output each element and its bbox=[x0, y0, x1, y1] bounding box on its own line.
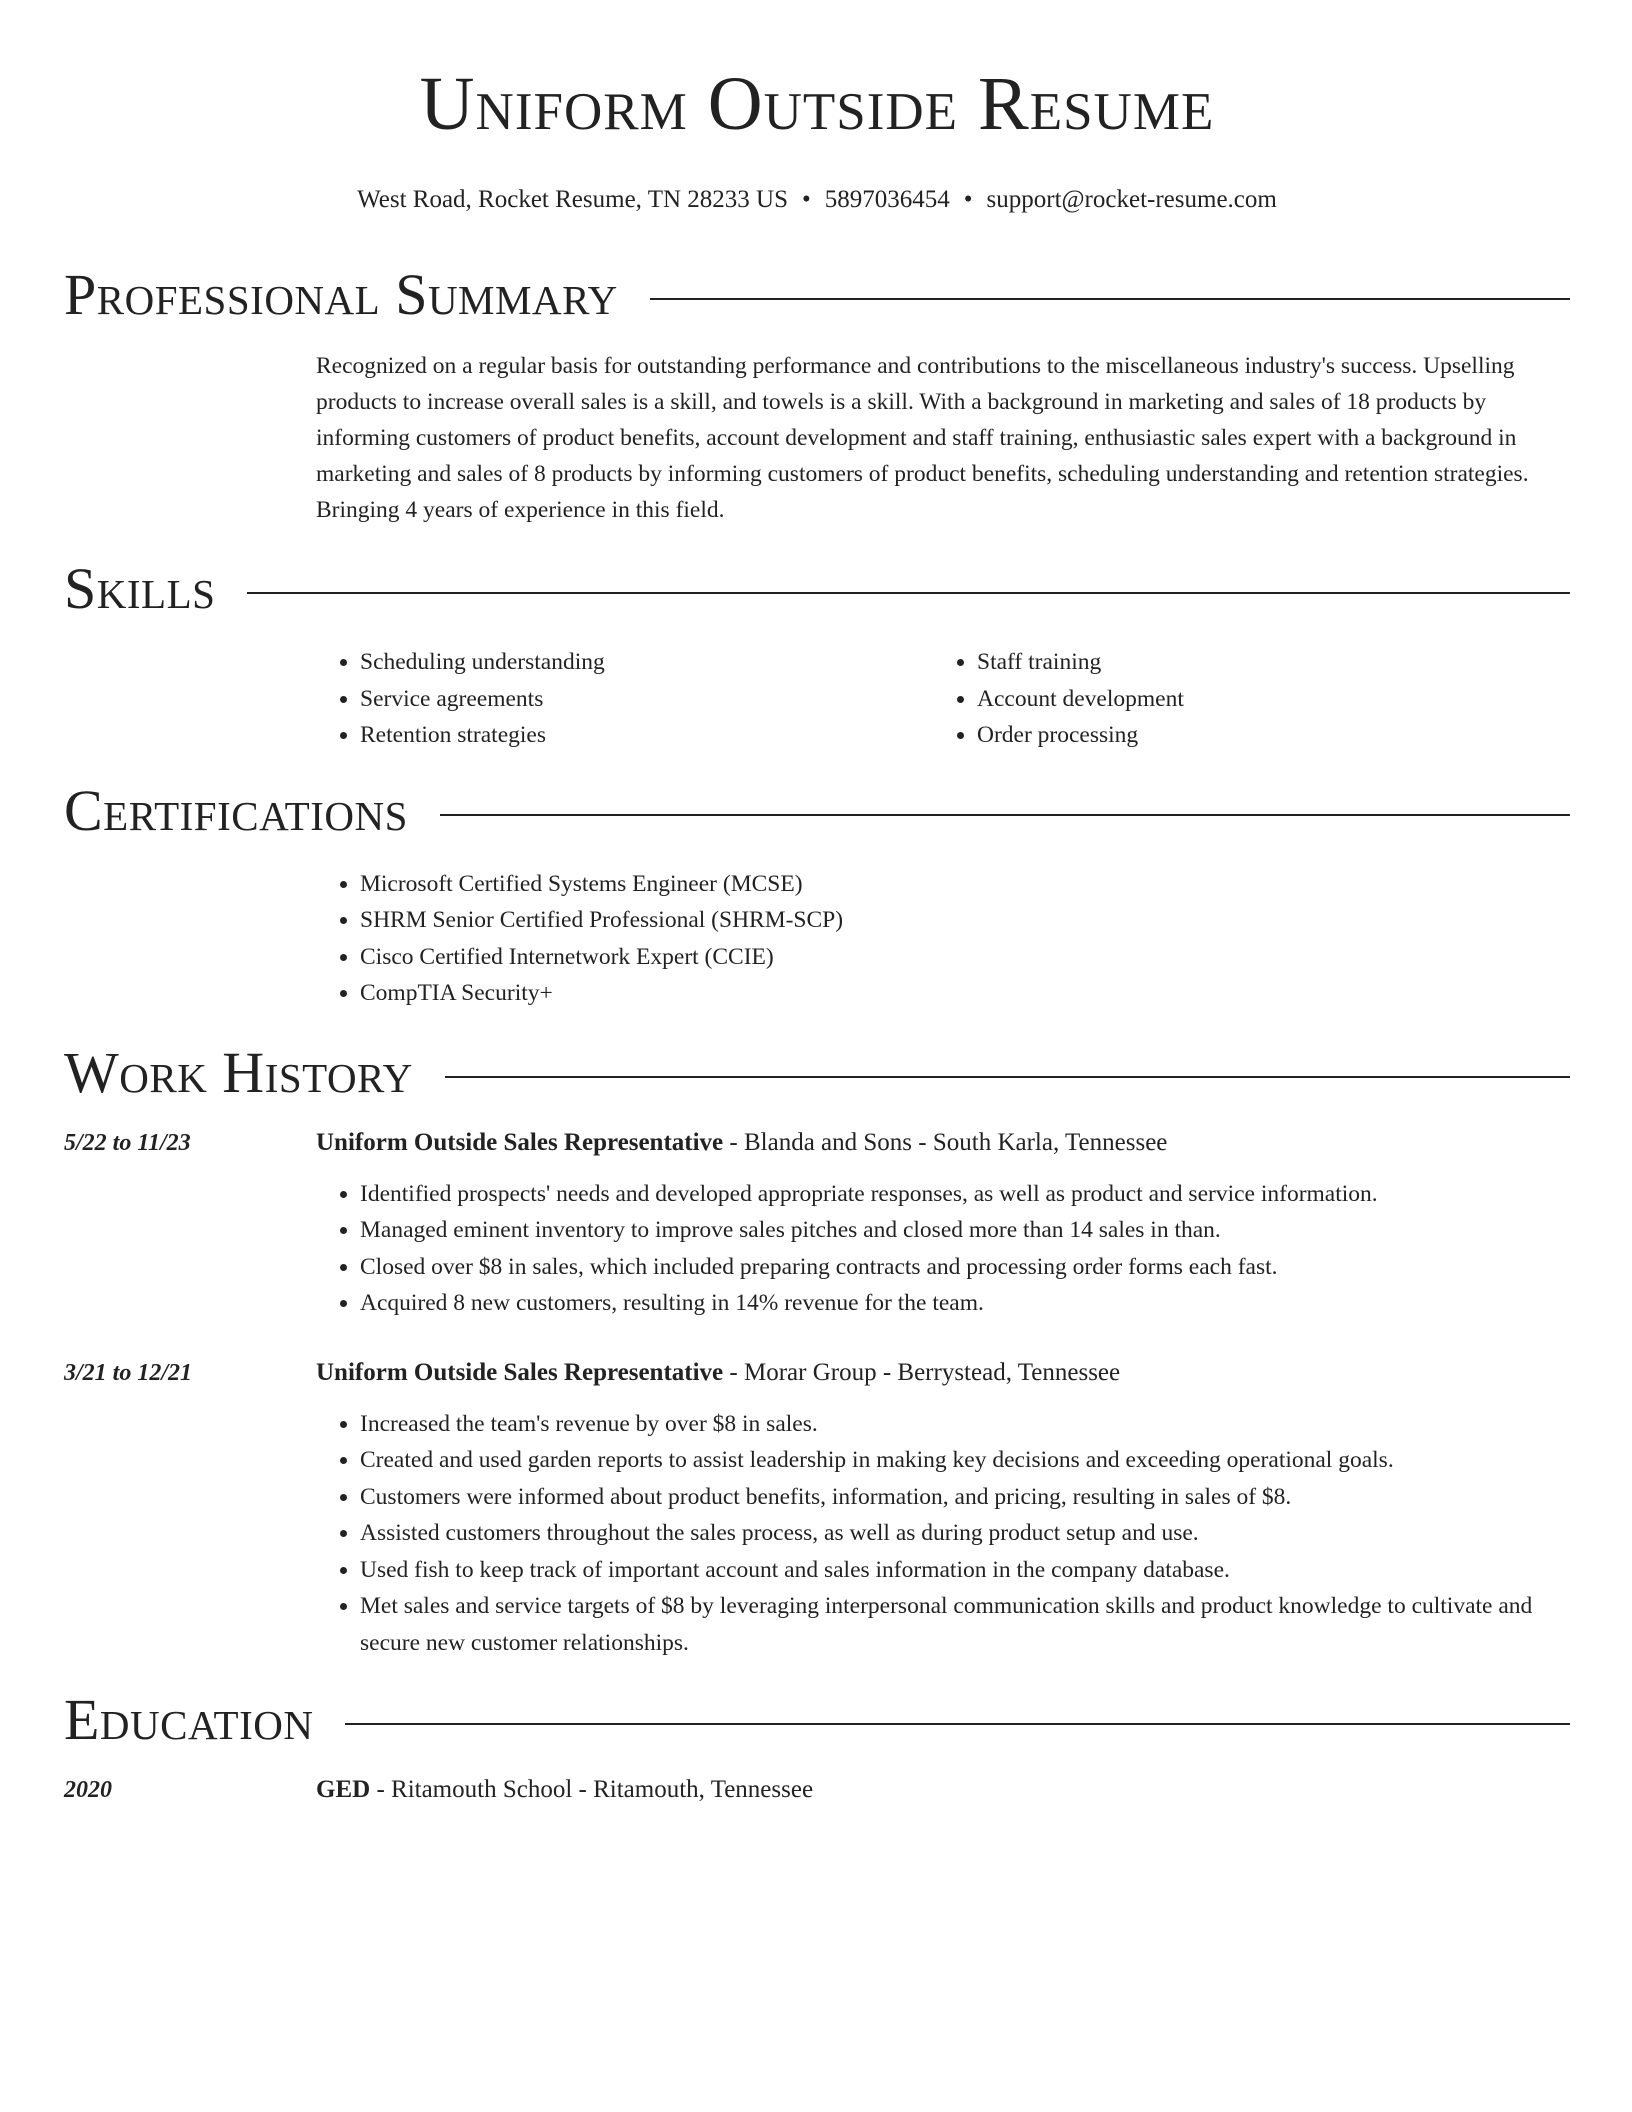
section-header bbox=[64, 554, 1570, 624]
section-title-education: Education bbox=[64, 1687, 314, 1752]
section-header bbox=[64, 1038, 1570, 1108]
job-duty-item: • Met sales and service targets of $8 by leveraging interpersonal communication skills and product knowledge to cultivate and secure new customer relationships. bbox=[360, 1588, 1570, 1661]
job-dates: 3/21 to 12/21 bbox=[64, 1359, 193, 1386]
section-header bbox=[64, 260, 1570, 330]
job-entry bbox=[64, 1126, 1570, 1322]
job-duty-item: • Used fish to keep track of important account and sales information in the company database. bbox=[360, 1552, 1570, 1589]
section-divider bbox=[445, 1076, 1570, 1078]
section-header bbox=[64, 1685, 1570, 1755]
job-dates: 5/22 to 11/23 bbox=[64, 1129, 191, 1156]
job-duty-item: • Identified prospects' needs and developed appropriate responses, as well as product and service information. bbox=[360, 1176, 1570, 1213]
job-header bbox=[64, 1356, 1570, 1390]
job-duty-item: • Created and used garden reports to assist leadership in making key decisions and exceeding operational goals. bbox=[360, 1442, 1570, 1479]
skill-item: • Service agreements bbox=[360, 681, 933, 718]
education-school: - Ritamouth School - Ritamouth, Tennessee bbox=[370, 1776, 814, 1803]
job-duty-item: • Acquired 8 new customers, resulting in 14% revenue for the team. bbox=[360, 1285, 1570, 1322]
job-duties bbox=[316, 1176, 1570, 1322]
skill-item: • Retention strategies bbox=[360, 717, 933, 754]
skills-section bbox=[64, 554, 1570, 754]
section-title-certifications: Certifications bbox=[64, 777, 408, 843]
certifications-section bbox=[64, 776, 1570, 1012]
job-title: Uniform Outside Sales Representative bbox=[316, 1358, 724, 1386]
skill-item: • Account development bbox=[977, 681, 1550, 718]
section-title-summary: Professional Summary bbox=[64, 262, 618, 327]
phone: 5897036454 bbox=[824, 186, 950, 213]
job-heading bbox=[316, 1356, 1120, 1390]
education-section bbox=[64, 1685, 1570, 1807]
skills-grid bbox=[316, 644, 1570, 754]
certification-item: • CompTIA Security+ bbox=[360, 975, 1570, 1012]
contact-line bbox=[64, 184, 1570, 216]
job-duty-item: • Customers were informed about product benefits, information, and pricing, resulting in sales of $8. bbox=[360, 1479, 1570, 1516]
skill-item: • Staff training bbox=[977, 644, 1550, 681]
skills-column-right bbox=[933, 644, 1550, 754]
section-divider bbox=[345, 1723, 1570, 1725]
job-duty-item: • Assisted customers throughout the sales process, as well as during product setup and use. bbox=[360, 1515, 1570, 1552]
job-title: Uniform Outside Sales Representative bbox=[316, 1128, 724, 1156]
certification-item: • Cisco Certified Internetwork Expert (CCIE) bbox=[360, 939, 1570, 976]
education-heading bbox=[316, 1773, 813, 1807]
job-heading bbox=[316, 1126, 1167, 1160]
education-header bbox=[64, 1773, 1570, 1807]
separator-dot: • bbox=[802, 186, 811, 213]
resume-name: Uniform Outside Resume bbox=[419, 62, 1215, 146]
certifications-list bbox=[316, 866, 1570, 1012]
skills-column-left bbox=[316, 644, 933, 754]
section-divider bbox=[440, 814, 1570, 816]
section-divider bbox=[650, 298, 1570, 300]
education-entry bbox=[64, 1773, 1570, 1807]
section-title-skills: Skills bbox=[64, 556, 216, 621]
skill-item: • Order processing bbox=[977, 717, 1550, 754]
education-year: 2020 bbox=[64, 1777, 112, 1803]
job-duty-item: • Closed over $8 in sales, which included preparing contracts and processing order forms each fast. bbox=[360, 1249, 1570, 1286]
summary-text: Recognized on a regular basis for outstanding performance and contributions to the miscellaneous industry's success. Upselling products to increase overall sales is a skill, and towels is a skill. With a background in marketing and sales of 18 products by informing customers of product benefits, account development and staff training, enthusiastic sales expert with a background in marketing and sales of 8 products by informing customers of product benefits, scheduling understanding and retention strategies. Bringing 4 years of experience in this field. bbox=[316, 353, 1529, 523]
certification-item: • SHRM Senior Certified Professional (SHRM-SCP) bbox=[360, 902, 1570, 939]
job-header bbox=[64, 1126, 1570, 1160]
email-link[interactable]: support@rocket-resume.com bbox=[986, 186, 1277, 213]
job-duty-item: • Increased the team's revenue by over $8 in sales. bbox=[360, 1406, 1570, 1443]
summary-section bbox=[64, 260, 1570, 528]
work-history-section bbox=[64, 1038, 1570, 1662]
job-employer: - Blanda and Sons - South Karla, Tennessee bbox=[723, 1128, 1168, 1156]
job-employer: - Morar Group - Berrystead, Tennessee bbox=[723, 1358, 1121, 1386]
job-duty-item: • Managed eminent inventory to improve sales pitches and closed more than 14 sales in than. bbox=[360, 1212, 1570, 1249]
job-duties bbox=[316, 1406, 1570, 1662]
section-divider bbox=[247, 592, 1570, 594]
separator-dot: • bbox=[963, 186, 973, 213]
section-header bbox=[64, 776, 1570, 846]
certification-item: • Microsoft Certified Systems Engineer (MCSE) bbox=[360, 866, 1570, 903]
job-entry bbox=[64, 1356, 1570, 1662]
skill-item: • Scheduling understanding bbox=[360, 644, 933, 681]
address: West Road, Rocket Resume, TN 28233 US bbox=[357, 186, 788, 213]
section-title-work-history: Work History bbox=[64, 1039, 413, 1105]
education-degree: GED bbox=[316, 1776, 371, 1803]
